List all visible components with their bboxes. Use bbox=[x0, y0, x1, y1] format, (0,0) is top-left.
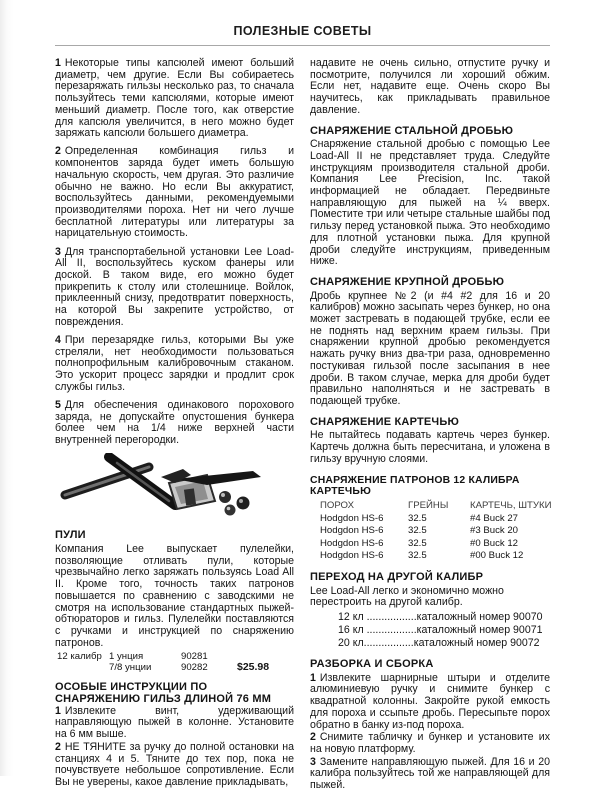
table-cell: #00 Buck 12 bbox=[470, 550, 524, 562]
column-header-powder: ПОРОХ bbox=[320, 499, 354, 511]
special-instructions-heading-line1: ОСОБЫЕ ИНСТРУКЦИИ ПО bbox=[55, 681, 208, 694]
assembly-step bbox=[310, 757, 550, 792]
bullet-mold-photo bbox=[57, 453, 267, 521]
steel-shot-heading: СНАРЯЖЕНИЕ СТАЛЬНОЙ ДРОБЬЮ bbox=[310, 124, 514, 137]
column-header-buckshot: КАРТЕЧЬ, ШТУКИ bbox=[470, 499, 552, 511]
assembly-step bbox=[310, 732, 550, 755]
catalog-line: 20 кл.................каталожный номер 90072 bbox=[338, 636, 540, 649]
assembly-heading: РАЗБОРКА И СБОРКА bbox=[310, 657, 434, 670]
table-cell: 32.5 bbox=[408, 525, 427, 537]
column-header-grains: ГРЕЙНЫ bbox=[408, 499, 449, 511]
large-shot-heading: СНАРЯЖЕНИЕ КРУПНОЙ ДРОБЬЮ bbox=[310, 275, 505, 288]
tip-paragraph bbox=[55, 400, 294, 447]
buckshot-heading: СНАРЯЖЕНИЕ КАРТЕЧЬЮ bbox=[310, 415, 460, 428]
tip-number: 4 bbox=[55, 333, 61, 346]
table-cell: Hodgdon HS-6 bbox=[320, 525, 384, 537]
item-text: НЕ ТЯНИТЕ за ручку до полной остановки на станциях 4 и 5. Тяните до тех пор, пока не почувствуете небольшое сопротивление. Если Вы не уверены, какое давление прикладывать, bbox=[55, 740, 294, 788]
product-gauge bbox=[57, 662, 109, 673]
step-text: Снимите табличку и бункер и установите их на новую платформу. bbox=[310, 731, 550, 755]
bullet-mold-price-table bbox=[57, 651, 294, 673]
table-cell: Hodgdon HS-6 bbox=[320, 512, 384, 524]
caliber-change-heading: ПЕРЕХОД НА ДРУГОЙ КАЛИБР bbox=[310, 570, 484, 583]
table-cell: Hodgdon HS-6 bbox=[320, 537, 384, 549]
buckshot-table-heading: СНАРЯЖЕНИЕ ПАТРОНОВ 12 КАЛИБРА КАРТЕЧЬЮ bbox=[310, 474, 520, 498]
bullets-section-body: Компания Lee выпускает пулелейки, позволяющие отливать пули, которые чрезвычайно легко заряжать пользуясь Load All II. Кроме того, точность таких патронов повышается по сравнению с заводскими не смотря на использование стандартных пыжей-обтюраторов и гильз. Пулелейки поставляются с ручками и инструкцией по снаряжению патронов. bbox=[55, 543, 294, 649]
table-cell: 32.5 bbox=[408, 512, 427, 524]
table-cell: 32.5 bbox=[408, 550, 427, 562]
table-cell: #4 Buck 27 bbox=[470, 512, 519, 524]
catalog-line: 16 кл .................каталожный номер 90071 bbox=[338, 623, 543, 636]
product-weight: 7/8 унции bbox=[109, 662, 152, 674]
right-column bbox=[310, 58, 550, 793]
buckshot-body: Не пытайтесь подавать картечь через бункер. Картечь должна быть пересчитана, и уложена в гильзу вручную слоями. bbox=[310, 429, 550, 465]
item-number: 2 bbox=[55, 740, 61, 753]
tip-number: 2 bbox=[55, 145, 61, 158]
assembly-step bbox=[310, 673, 550, 732]
step-text: Замените направляющую пыжей. Для 16 и 20 калибра пользуйтесь той же направляющей для пыжей. bbox=[310, 755, 550, 792]
special-instructions-list bbox=[55, 706, 294, 789]
tip-number: 3 bbox=[55, 245, 61, 258]
buckshot-load-table bbox=[320, 500, 550, 563]
tip-paragraph bbox=[55, 58, 294, 140]
header-divider bbox=[55, 45, 550, 46]
tip-text: Для обеспечения одинакового порохового заряда, не допускайте опустошения бункера более чем на 1/4 ниже верхней части внутренней перегородки. bbox=[55, 398, 294, 447]
table-cell: 32.5 bbox=[408, 537, 427, 549]
product-price: $25.98 bbox=[237, 661, 270, 674]
product-code: 90282 bbox=[181, 662, 208, 674]
tip-number: 5 bbox=[55, 398, 61, 411]
tip-text: Некоторые типы капсюлей имеют больший диаметр, чем другие. Если Вы собираетесь перезаряжать гильзы несколько раз, то сначала пользуйтесь теми капсюлями, которые имеют меньший диаметр. После того, как отверстие для капсюля увеличится, в него можно будет заряжать капсюли большего диаметра. bbox=[55, 57, 294, 140]
tip-paragraph bbox=[55, 146, 294, 240]
tip-paragraph bbox=[55, 335, 294, 394]
step-number: 3 bbox=[310, 755, 316, 768]
tip-text: Для транспортабельной установки Lee Load-All II, воспользуйтесь куском фанеры или доской. В таком виде, его можно будет прикрепить к столу или столешнице. Войлок, приклеенный снизу, предотвратит поверхность, на которой Вы закрепите устройство, от повреждения. bbox=[55, 245, 294, 328]
assembly-steps-list bbox=[310, 673, 550, 792]
item-text: Извлеките винт, удерживающий направляющую пыжей в колонне. Установите на 6 мм выше. bbox=[55, 704, 294, 741]
product-weight: 1 унция bbox=[109, 651, 144, 663]
special-instructions-heading-line2: СНАРЯЖЕНИЮ ГИЛЬЗ ДЛИНОЙ 76 ММ bbox=[55, 693, 272, 706]
product-code: 90281 bbox=[181, 651, 208, 663]
item-number: 1 bbox=[55, 704, 61, 717]
catalog-number-list bbox=[338, 611, 550, 650]
caliber-change-body: Lee Load-All легко и экономично можно перестроить на другой калибр. bbox=[310, 584, 504, 609]
product-gauge: 12 калибр bbox=[57, 651, 102, 663]
tip-paragraph bbox=[55, 247, 294, 329]
continuation-paragraph: надавите не очень сильно, отпустите ручку и посмотрите, получился ли хороший обжим. Если нет, надавите еще. Очень скоро Вы научитесь, как прикладывать правильное давление. bbox=[310, 57, 550, 116]
left-column bbox=[55, 58, 294, 793]
steel-shot-body: Снаряжение стальной дробью с помощью Lee Load-All II не представляет труда. Следуйте инструкциям производителя стальной дроби. Компания Lee Precision, Inc. такой информацией не обладает. Передвиньте направляющую для пыжей на ¼ вверх. Поместите три или четыре стальные шайбы под гильзу перед установкой пыжа. Это необходимо для плотной установки пыжа. Для крупной дроби следуйте инструкциям, приведенным ниже. bbox=[310, 138, 550, 268]
two-column-layout bbox=[55, 58, 550, 793]
large-shot-body: Дробь крупнее №2 (и #4 #2 для 16 и 20 калибров) можно засыпать через бункер, но она может застревать в подающей трубке, если ее не поднять над верхним краем гильзы. При снаряжении крупной дробью рекомендуется нажать ручку вниз два-три раза, одновременно постукивая гильзой после засыпания в нее дроби. В таком случае, мерка для дроби будет правильно наполняться и не застревать в подающей трубке. bbox=[310, 289, 550, 407]
tip-number: 1 bbox=[55, 57, 61, 69]
step-number: 2 bbox=[310, 731, 316, 744]
bullets-section-heading: ПУЛИ bbox=[55, 529, 86, 542]
catalog-line: 12 кл .................каталожный номер 90070 bbox=[338, 610, 543, 623]
table-cell: Hodgdon HS-6 bbox=[320, 550, 384, 562]
table-cell: #0 Buck 12 bbox=[470, 537, 519, 549]
instruction-item bbox=[55, 742, 294, 789]
tip-text: При перезарядке гильз, которыми Вы уже стреляли, нет необходимости пользоваться полнопрофильным калибровочным стаканом. Это ускорит процесс зарядки и продлит срок службы гильз. bbox=[55, 333, 294, 393]
step-text: Извлеките шарнирные штыри и отделите алюминиевую ручку и снимите бункер с квадратной колонны. Закройте рукой емкость для пороха и ссыпьте дробь. Пересыпьте порох обратно в банку из-под пороха. bbox=[310, 671, 550, 731]
step-number: 1 bbox=[310, 671, 316, 684]
page-title: ПОЛЕЗНЫЕ СОВЕТЫ bbox=[233, 24, 372, 38]
instruction-item bbox=[55, 706, 294, 741]
table-cell: #3 Buck 20 bbox=[470, 525, 519, 537]
tip-text: Определенная комбинация гильз и компонентов заряда будет иметь большую начальную скорость, чем другая. Это различие обычно не важно. Но если Вы аккуратист, воспользуйтесь данными, рекомендуемыми производителями пороха. Нет ни чего лучше бесплатной литературы или литературы за нарицательную стоимость. bbox=[55, 145, 294, 240]
